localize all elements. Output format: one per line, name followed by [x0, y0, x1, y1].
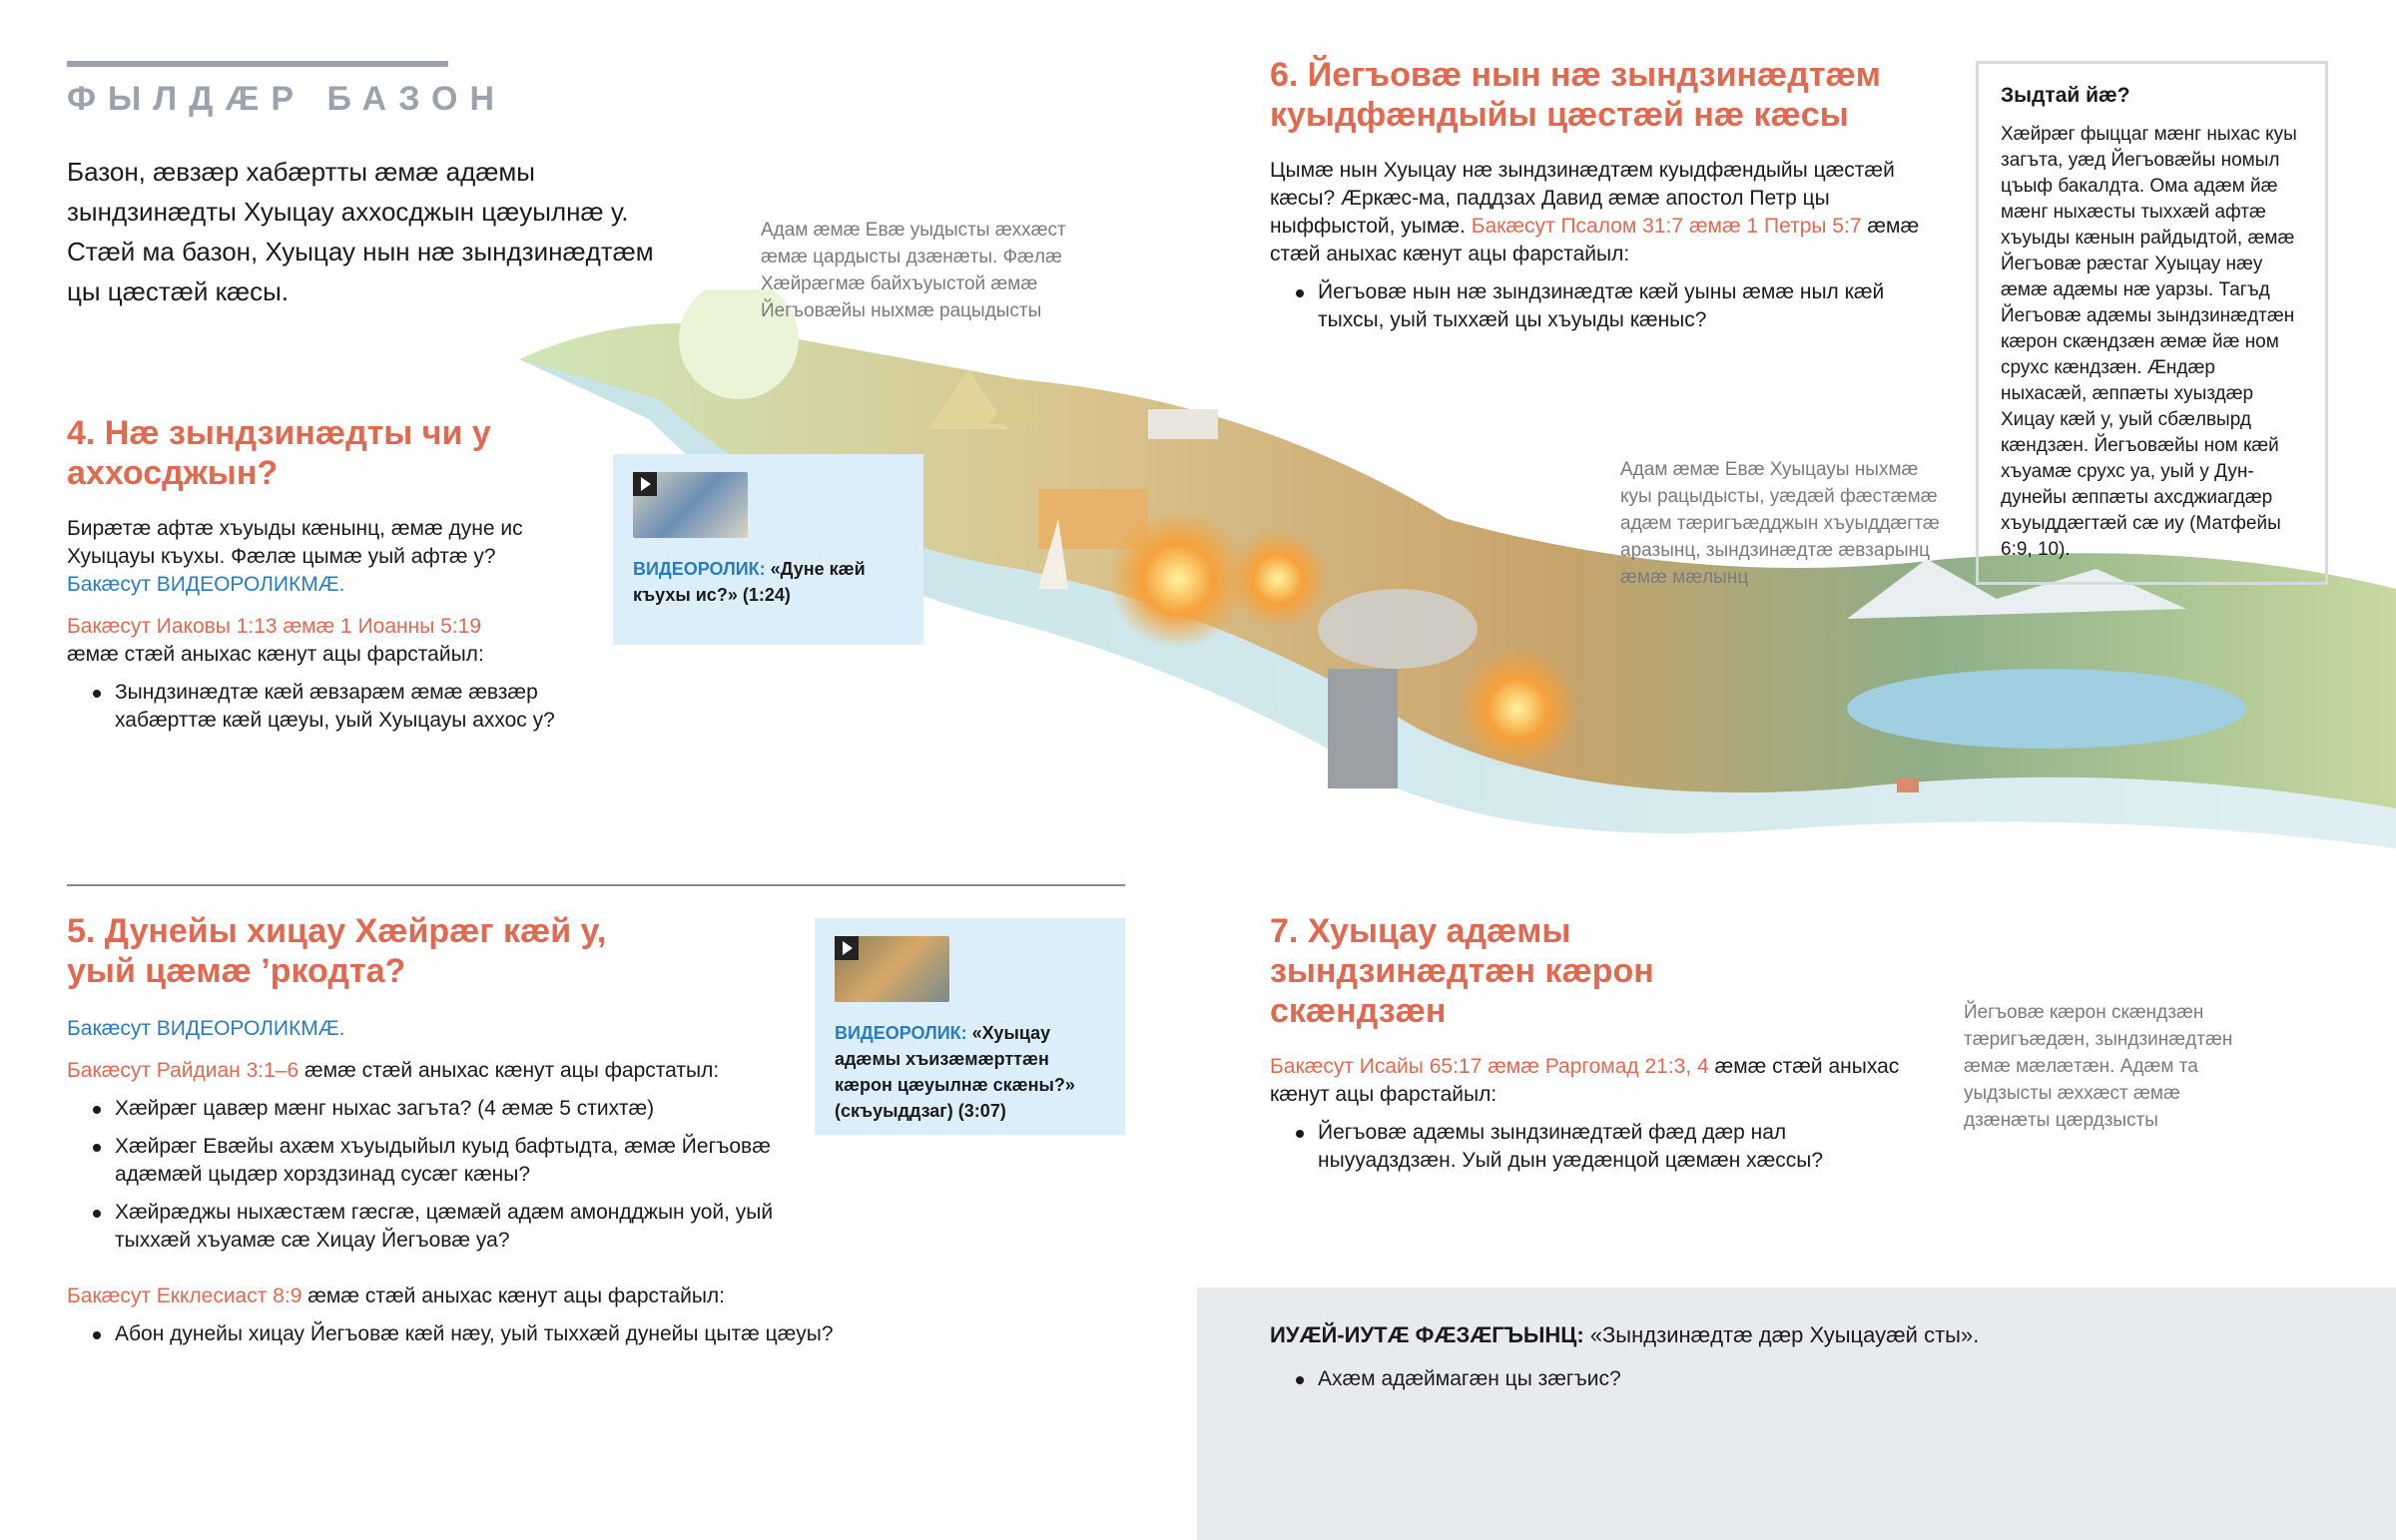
video-thumbnail[interactable]: [633, 472, 748, 538]
section-rule: [67, 61, 448, 67]
video-card-1[interactable]: [613, 454, 923, 645]
question-bullet: Абон дунейы хицау Йегъовæ кæй нæу, уый тыххæй дунейы цытæ цæуы?: [67, 1320, 896, 1348]
question-bullet: Йегъовæ адæмы зындзинæдтæй фæд дæр нал ныууадздзæн. Уый дын уæдæнцой цæмæн хæссы?: [1270, 1119, 1909, 1175]
section-divider: [67, 884, 1125, 886]
scripture-ref[interactable]: Бакæсут Исайы 65:17 æмæ Раргомад 21:3, 4: [1270, 1055, 1709, 1078]
caption-eden: Адам æмæ Евæ уыдысты æххæст æмæ цардысты дзæнæты. Фæлæ Хæйрæгмæ байхъуыстой æмæ Йегъовæйы ныхмæ рацыдысты: [761, 220, 1066, 321]
video-link[interactable]: Бакæсут ВИДЕОРОЛИКМÆ.: [67, 573, 345, 596]
section-6-heading: 6. Йегъовæ нын нæ зындзинæдтæм куыдфæндыйы цæстæй нæ кæсы: [1270, 56, 1881, 134]
scripture-ref[interactable]: Бакæсут Райдиан 3:1–6: [67, 1059, 300, 1082]
ref-tail: æмæ стæй аныхас кæнут ацы фарстайыл:: [67, 643, 484, 666]
play-icon[interactable]: [835, 936, 859, 960]
video-title: «Хуыцау адæмы хъизæмæрттæн кæрон цæуылнæ скæны?» (скъуыддзаг) (3:07): [835, 1023, 1075, 1121]
section-5: [67, 911, 896, 1348]
ref-tail: æмæ стæй аныхас кæнут ацы фарстатыл:: [299, 1059, 720, 1082]
sidebar-title: Зыдтай йæ?: [2001, 84, 2130, 107]
section-4-heading: 4. Нæ зындзинæдты чи у аххосджын?: [67, 414, 491, 492]
video-label: ВИДЕОРОЛИК:: [633, 559, 766, 579]
sidebar-text: Хæйрæг фыццаг мæнг ныхас куы загъта, уæд Йегъовæйы номыл цъыф бакалдта. Ома адæм йæ мæнг ныхæсты тыххæй афтæ хъуыды кæнын райдыдтой, æмæ Йегъовæ рæстаг Хуыцау нæу æмæ адæмы нæ уарзы. Тагъд Йегъовæ адæмы зындзинæдтæн кæрон скæндзæн æмæ йæ ном срухс кæндзæн. Æндæр ныхасæй, æппæты хуыздæр Хицау кæй у, уый сбæлвырд кæндзæн. Йегъовæйы ном кæй хъуамæ срухс уа, уый у Дун-дунейы æппæты ахсджиагдæр хъуыддæгтæй сæ иу (Матфейы 6:9, 10).: [2001, 124, 2297, 560]
video-link[interactable]: Бакæсут ВИДЕОРОЛИКМÆ.: [67, 1017, 345, 1040]
question-bullet: Йегъовæ нын нæ зындзинæдтæ кæй уыны æмæ ныл кæй тыхсы, уый тыххæй цы хъуыды кæныс?: [1270, 278, 1929, 334]
section-4: [67, 413, 606, 735]
video-label: ВИДЕОРОЛИК:: [835, 1023, 967, 1043]
section-4-paragraph: Бирæтæ афтæ хъуыды кæнынц, æмæ дуне ис Хуыцауы къухы. Фæлæ цымæ уый афтæ у?: [67, 517, 523, 568]
section-5-heading: 5. Дунейы хицау Хæйрæг кæй у, уый цæмæ ’ркодта?: [67, 912, 607, 990]
page-kicker: ФЫЛДÆР БАЗОН: [67, 80, 507, 118]
intro-paragraph: Базон, æвзæр хабæртты æмæ адæмы зындзинæдты Хуыцау аххосджын цæуылнæ у. Стæй ма базон, Хуыцау нын нæ зындзинæдтæм цы цæстæй кæсы.: [67, 157, 654, 306]
caption-history: Адам æмæ Евæ Хуыцауы ныхмæ куы рацыдысты, уæдæй фæстæмæ адæм тæригъæдджын хъуыддæгтæ аразынц, зындзинæдтæ æвзарынц æмæ мæлынц: [1620, 459, 1940, 588]
question-bullet: Хæйрæджы ныхæстæм гæсгæ, цæмæй адæм амондджын уой, уый тыххæй хъуамæ сæ Хицау Йегъовæ уа?: [67, 1199, 806, 1255]
question-bullet: Хæйрæг Евæйы ахæм хъуыдыйыл куыд бафтыдта, æмæ Йегъовæ адæмæй цыдæр хорздзинад сусæг кæны?: [67, 1133, 806, 1189]
summary-quote: «Зындзинæдтæ дæр Хуыцауæй сты».: [1583, 1322, 1980, 1347]
question-bullet: Ахæм адæймагæн цы зæгъис?: [1270, 1365, 1621, 1393]
play-icon[interactable]: [633, 472, 657, 496]
scripture-ref[interactable]: Бакæсут Псалом 31:7 æмæ 1 Петры 5:7: [1471, 215, 1862, 238]
ref-tail: æмæ стæй аныхас кæнут ацы фарстайыл:: [301, 1284, 725, 1307]
caption-future: Йегъовæ кæрон скæндзæн тæригъæдæн, зындзинæдтæн æмæ мæлæтæн. Адæм та уыдзысты æххæст æмæ дзæнæты цæрдзысты: [1964, 1002, 2233, 1131]
scripture-ref[interactable]: Бакæсут Иаковы 1:13 æмæ 1 Иоанны 5:19: [67, 615, 482, 638]
question-bullet: Хæйрæг цавæр мæнг ныхас загъта? (4 æмæ 5 стихтæ): [67, 1095, 806, 1123]
video-thumbnail[interactable]: [835, 936, 949, 1002]
section-6: [1270, 55, 1929, 334]
did-you-know-sidebar: [1976, 61, 2328, 585]
summary-label: ИУÆЙ-ИУТÆ ФÆЗÆГЪЫНЦ:: [1270, 1322, 1584, 1347]
video-card-2[interactable]: [815, 918, 1125, 1135]
scripture-ref[interactable]: Бакæсут Екклесиаст 8:9: [67, 1284, 302, 1307]
ref-tail: æмæ стæй аныхас кæнут ацы фарстайыл:: [1270, 1055, 1900, 1106]
ref-tail: æмæ стæй аныхас кæнут ацы фарстайыл:: [1270, 215, 1920, 265]
section-6-paragraph: Цымæ нын Хуыцау нæ зындзинæдтæм куыдфæндыйы цæстæй кæсы? Æркæс-ма, паддзах Давид æмæ апостол Петр цы ныффыстой, уымæ.: [1270, 159, 1895, 238]
some-people-say-box: [1197, 1287, 2396, 1540]
question-bullet: Зындзинæдтæ кæй æвзарæм æмæ æвзæр хабæрттæ кæй цæуы, уый Хуыцауы аххос у?: [67, 679, 606, 735]
section-7-heading: 7. Хуыцау адæмы зындзинæдтæн кæрон скæндзæн: [1270, 912, 1654, 1030]
section-7: [1270, 911, 1909, 1175]
video-title: «Дуне кæй къухы ис?» (1:24): [633, 559, 866, 605]
